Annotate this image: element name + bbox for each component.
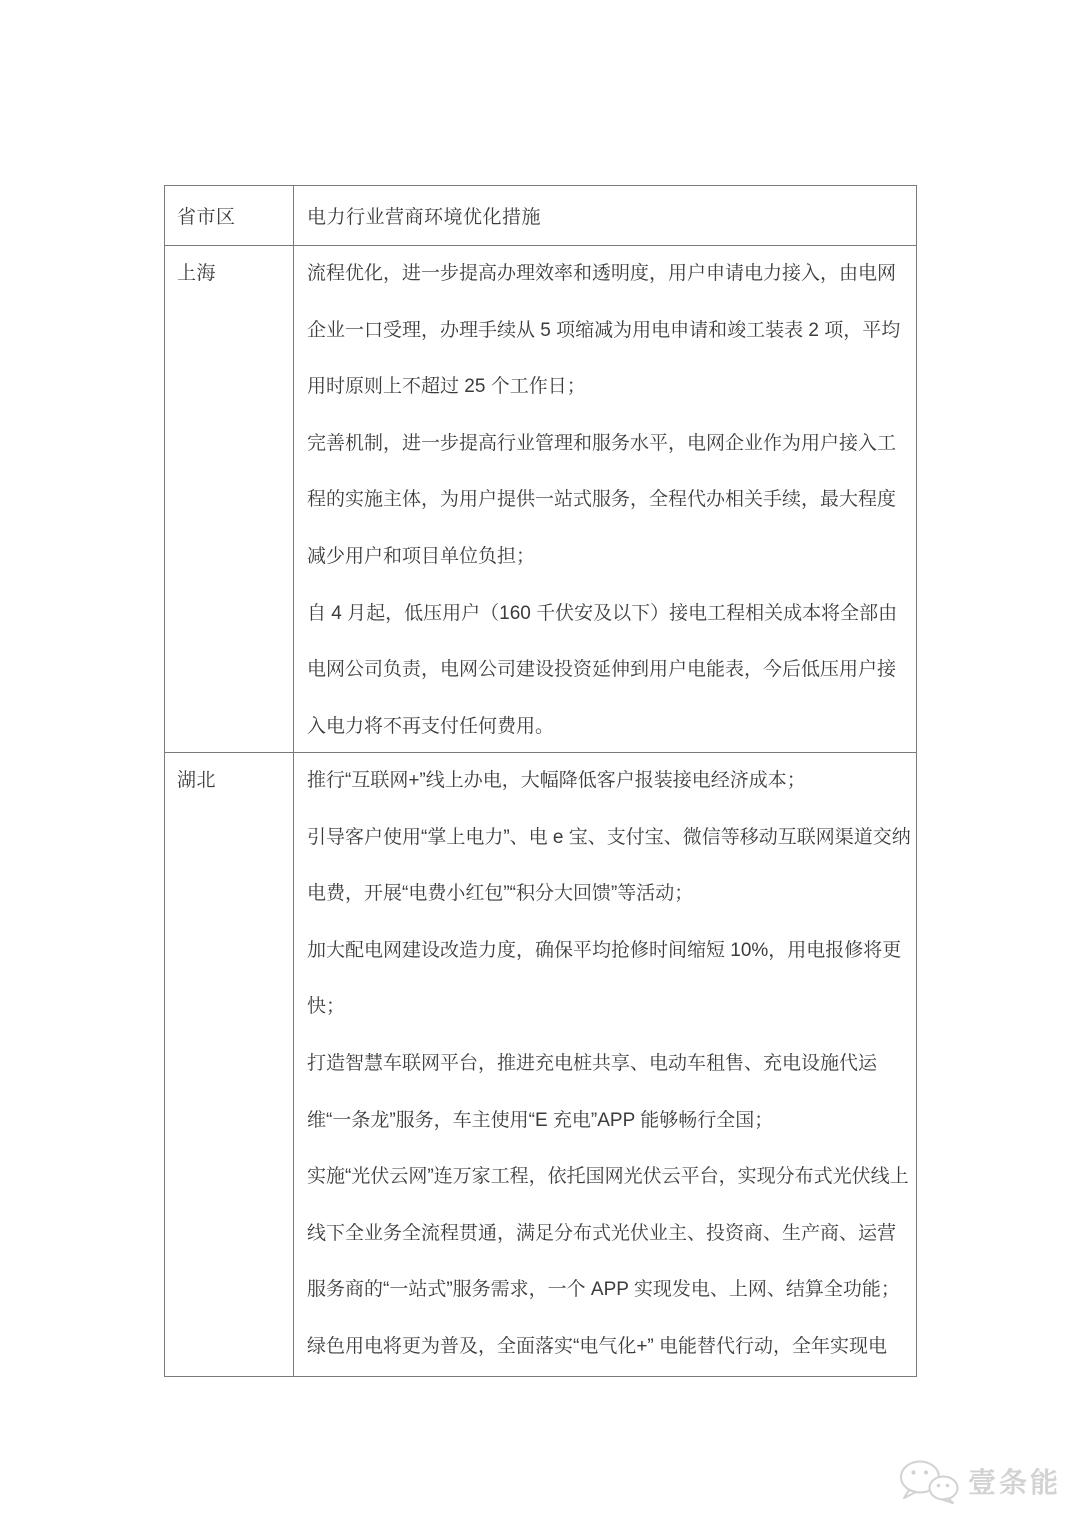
- measure-paragraph: 打造智慧车联网平台，推进充电桩共享、电动车租售、充电设施代运维“一条龙”服务，车主使用“E 充电”APP 能够畅行全国；: [307, 1052, 878, 1131]
- measure-paragraph: 加大配电网建设改造力度，确保平均抢修时间缩短 10%，用电报修将更快；: [307, 939, 902, 1018]
- table-header-row: [165, 186, 916, 245]
- measure-paragraph: 自 4 月起，低压用户（160 千伏安及以下）接电工程相关成本将全部由电网公司负责，电网公司建设投资延伸到用户电能表，今后低压用户接入电力将不再支付任何费用。: [307, 602, 898, 737]
- measure-paragraph: 实施“光伏云网”连万家工程，依托国网光伏云平台，实现分布式光伏线上线下全业务全流程贯通，满足分布式光伏业主、投资商、生产商、运营服务商的“一站式”服务需求，一个 APP 实现发电、上网、结算全功能；: [307, 1166, 909, 1301]
- measure-paragraph: 引导客户使用“掌上电力”、电 e 宝、支付宝、微信等移动互联网渠道交纳电费，开展“电费小红包”“积分大回馈”等活动；: [307, 826, 911, 905]
- table-row-hubei: [165, 752, 916, 1376]
- header-region-label: 省市区: [177, 207, 236, 228]
- measure-paragraph: 推行“互联网+”线上办电，大幅降低客户报装接电经济成本；: [307, 770, 806, 791]
- measures-cell-shanghai: [294, 246, 916, 752]
- header-cell-measures: [294, 186, 916, 245]
- header-cell-region: [165, 186, 294, 245]
- table-row-shanghai: [165, 245, 916, 752]
- watermark-label: 壹条能: [968, 1467, 1062, 1498]
- region-cell-hubei: [165, 753, 294, 1376]
- region-label-hubei: 湖北: [177, 770, 217, 791]
- measure-paragraph: 完善机制，进一步提高行业管理和服务水平，电网企业作为用户接入工程的实施主体，为用户提供一站式服务，全程代办相关手续，最大程度减少用户和项目单位负担；: [307, 432, 897, 567]
- region-cell-shanghai: [165, 246, 294, 752]
- region-label-shanghai: 上海: [177, 263, 217, 284]
- header-measures-label: 电力行业营商环境优化措施: [307, 207, 542, 228]
- measure-paragraph: 流程优化，进一步提高办理效率和透明度，用户申请电力接入，由电网企业一口受理，办理手续从 5 项缩减为用电申请和竣工装表 2 项，平均用时原则上不超过 25 个工作日；: [307, 263, 901, 398]
- measure-paragraph: 绿色用电将更为普及，全面落实“电气化+” 电能替代行动，全年实现电: [307, 1335, 888, 1357]
- wechat-icon: [896, 1458, 962, 1504]
- measures-cell-hubei: [294, 753, 916, 1376]
- measures-table: [164, 185, 917, 1377]
- watermark: [896, 1458, 1061, 1504]
